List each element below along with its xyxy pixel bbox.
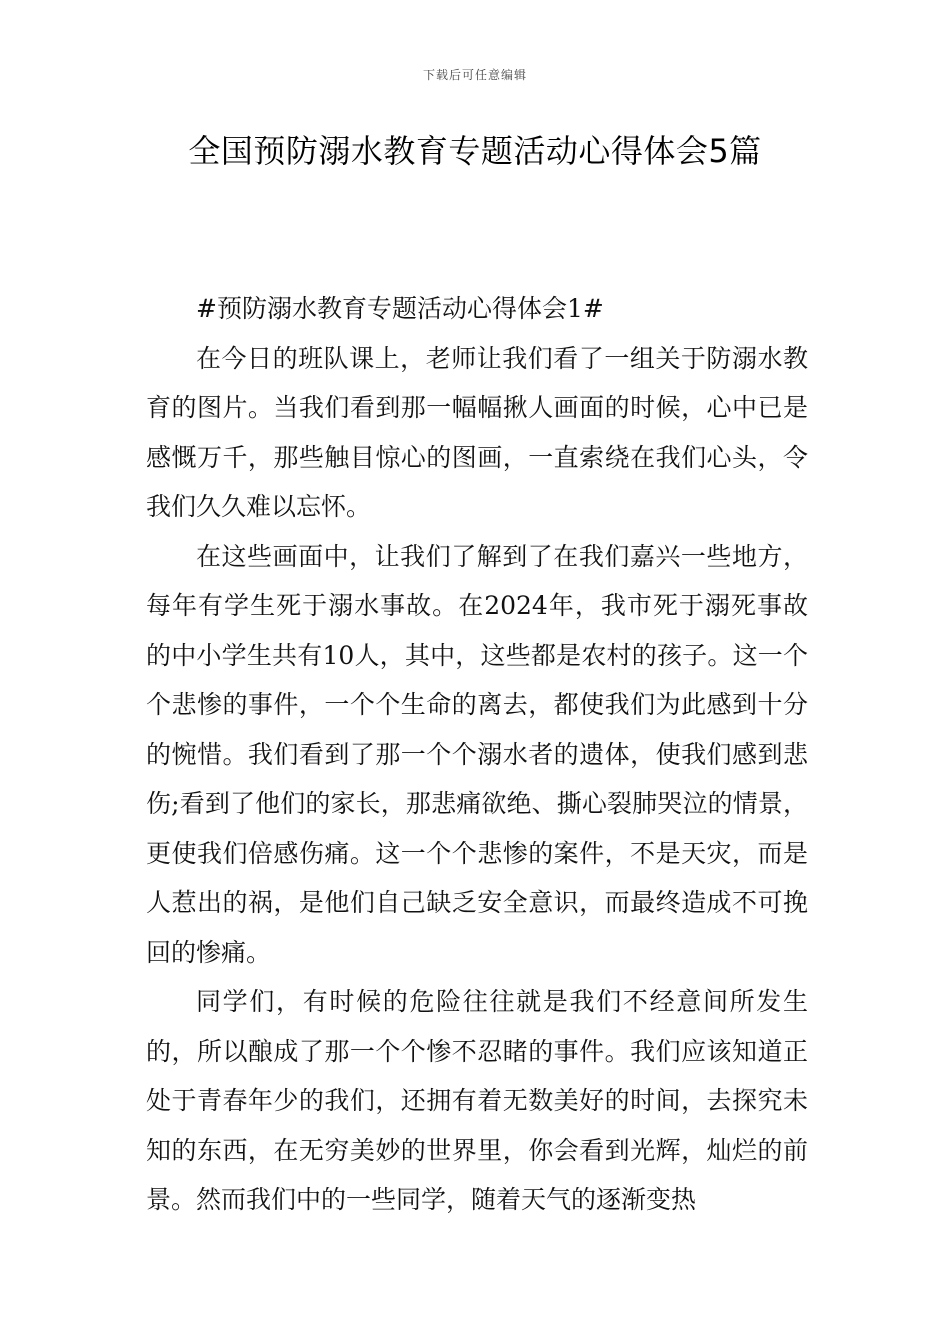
section-heading: #预防溺水教育专题活动心得体会1# [196,294,604,323]
document-title: 全国预防溺水教育专题活动心得体会5篇 [188,132,762,170]
paragraph-3: 同学们，有时候的危险往往就是我们不经意间所发生的，所以酿成了那一个个惨不忍睹的事件。我们应该知道正处于青春年少的我们，还拥有着无数美好的时间，去探究未知的东西，在无穷美妙的世界里，你会看到光辉，灿烂的前景。然而我们中的一些同学，随着天气的逐渐变热 [146,987,808,1214]
paragraph-1: 在今日的班队课上，老师让我们看了一组关于防溺水教育的图片。当我们看到那一幅幅揪人画面的时候，心中已是感慨万千，那些触目惊心的图画，一直索绕在我们心头，令我们久久难以忘怀。 [146,343,808,521]
document-body [146,284,808,1225]
header-note: 下载后可任意编辑 [422,68,527,82]
paragraph-2: 在这些画面中，让我们了解到了在我们嘉兴一些地方，每年有学生死于溺水事故。在2024年，我市死于溺死事故的中小学生共有10人，其中，这些都是农村的孩子。这一个个悲惨的事件，一个个生命的离去，都使我们为此感到十分的惋惜。我们看到了那一个个溺水者的遗体，使我们感到悲伤;看到了他们的家长，那悲痛欲绝、撕心裂肺哭泣的情景，更使我们倍感伤痛。这一个个悲惨的案件，不是天灾，而是人惹出的祸，是他们自己缺乏安全意识，而最终造成不可挽回的惨痛。 [146,541,808,967]
